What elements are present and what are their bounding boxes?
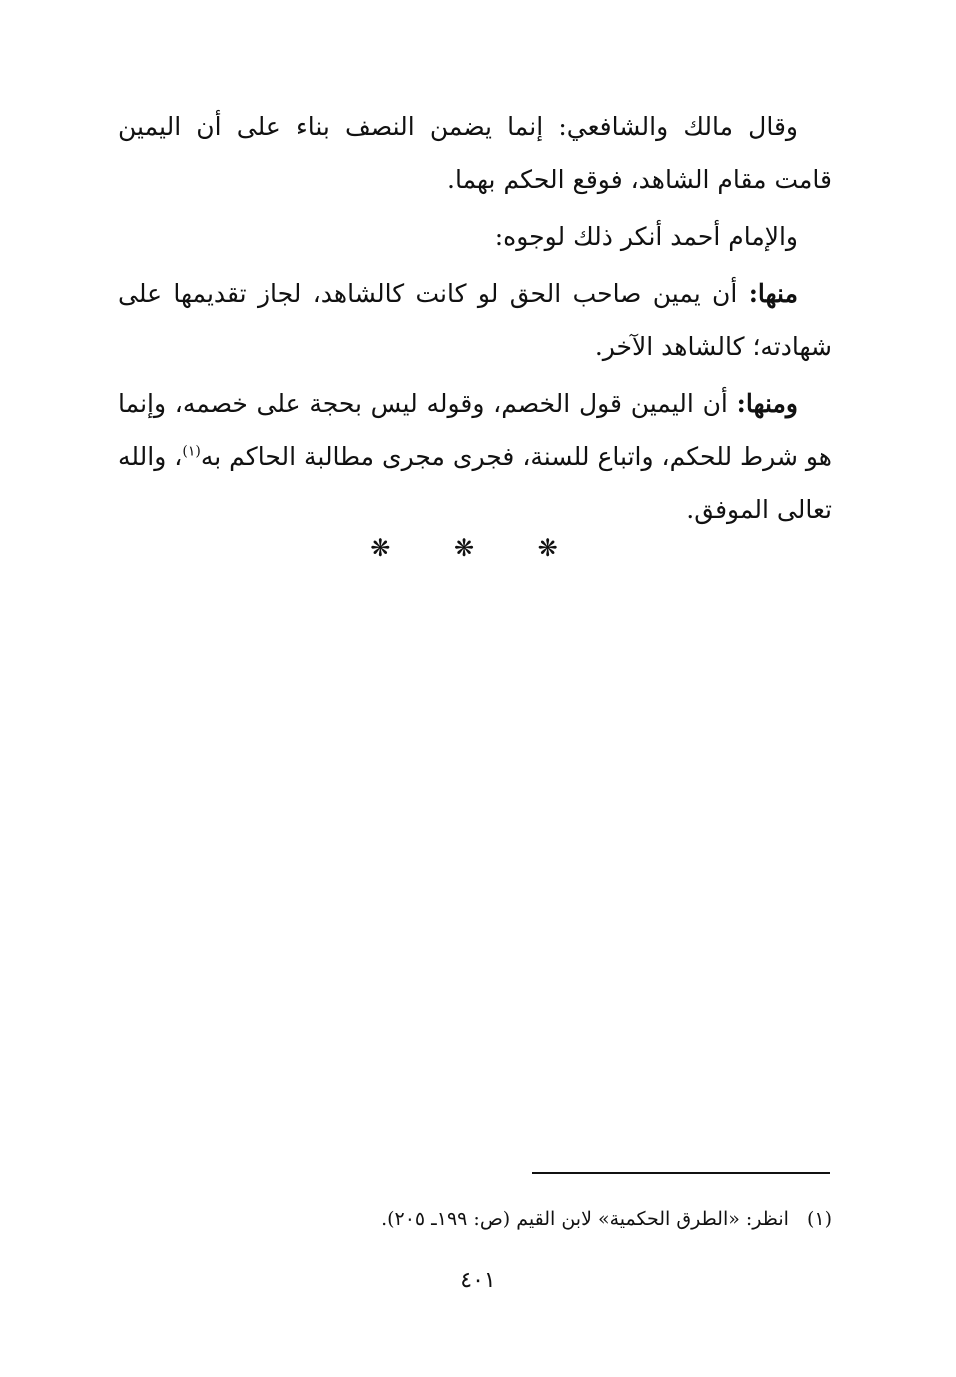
section-separator: ❋ ❋ ❋ (370, 534, 586, 562)
paragraph-2 (118, 210, 832, 263)
footnote-reference[interactable]: (١) (182, 443, 201, 460)
paragraph-3 (118, 267, 832, 373)
footnote-divider (532, 1172, 830, 1174)
paragraph-4-text: أن اليمين قول الخصم، وقوله ليس بحجة على خصمه، وإنما هو شرط للحكم، واتباع للسنة، فجرى مجرى مطالبة الحاكم به (118, 389, 832, 471)
paragraph-3-text: أن يمين صاحب الحق لو كانت كالشاهد، لجاز تقديمها على شهادته؛ كالشاهد الآخر. (118, 279, 832, 361)
paragraph-1 (118, 100, 832, 206)
footnote (200, 1202, 832, 1236)
footnote-number: (١) (806, 1208, 832, 1230)
paragraph-4-tail: ، والله تعالى الموفق. (118, 442, 832, 524)
page-number: ٤٠١ (460, 1268, 496, 1293)
paragraph-4 (118, 377, 832, 536)
paragraph-1-text: وقال مالك والشافعي: إنما يضمن النصف بناء على أن اليمين قامت مقام الشاهد، فوقع الحكم بهما. (118, 112, 832, 194)
footnote-text: انظر: «الطرق الحكمية» لابن القيم (ص: ١٩٩ـ ٢٠٥). (381, 1208, 789, 1230)
main-text (118, 100, 832, 540)
paragraph-2-text: والإمام أحمد أنكر ذلك لوجوه: (494, 222, 798, 251)
paragraph-3-lead: منها: (748, 279, 798, 308)
paragraph-4-lead: ومنها: (736, 389, 798, 418)
